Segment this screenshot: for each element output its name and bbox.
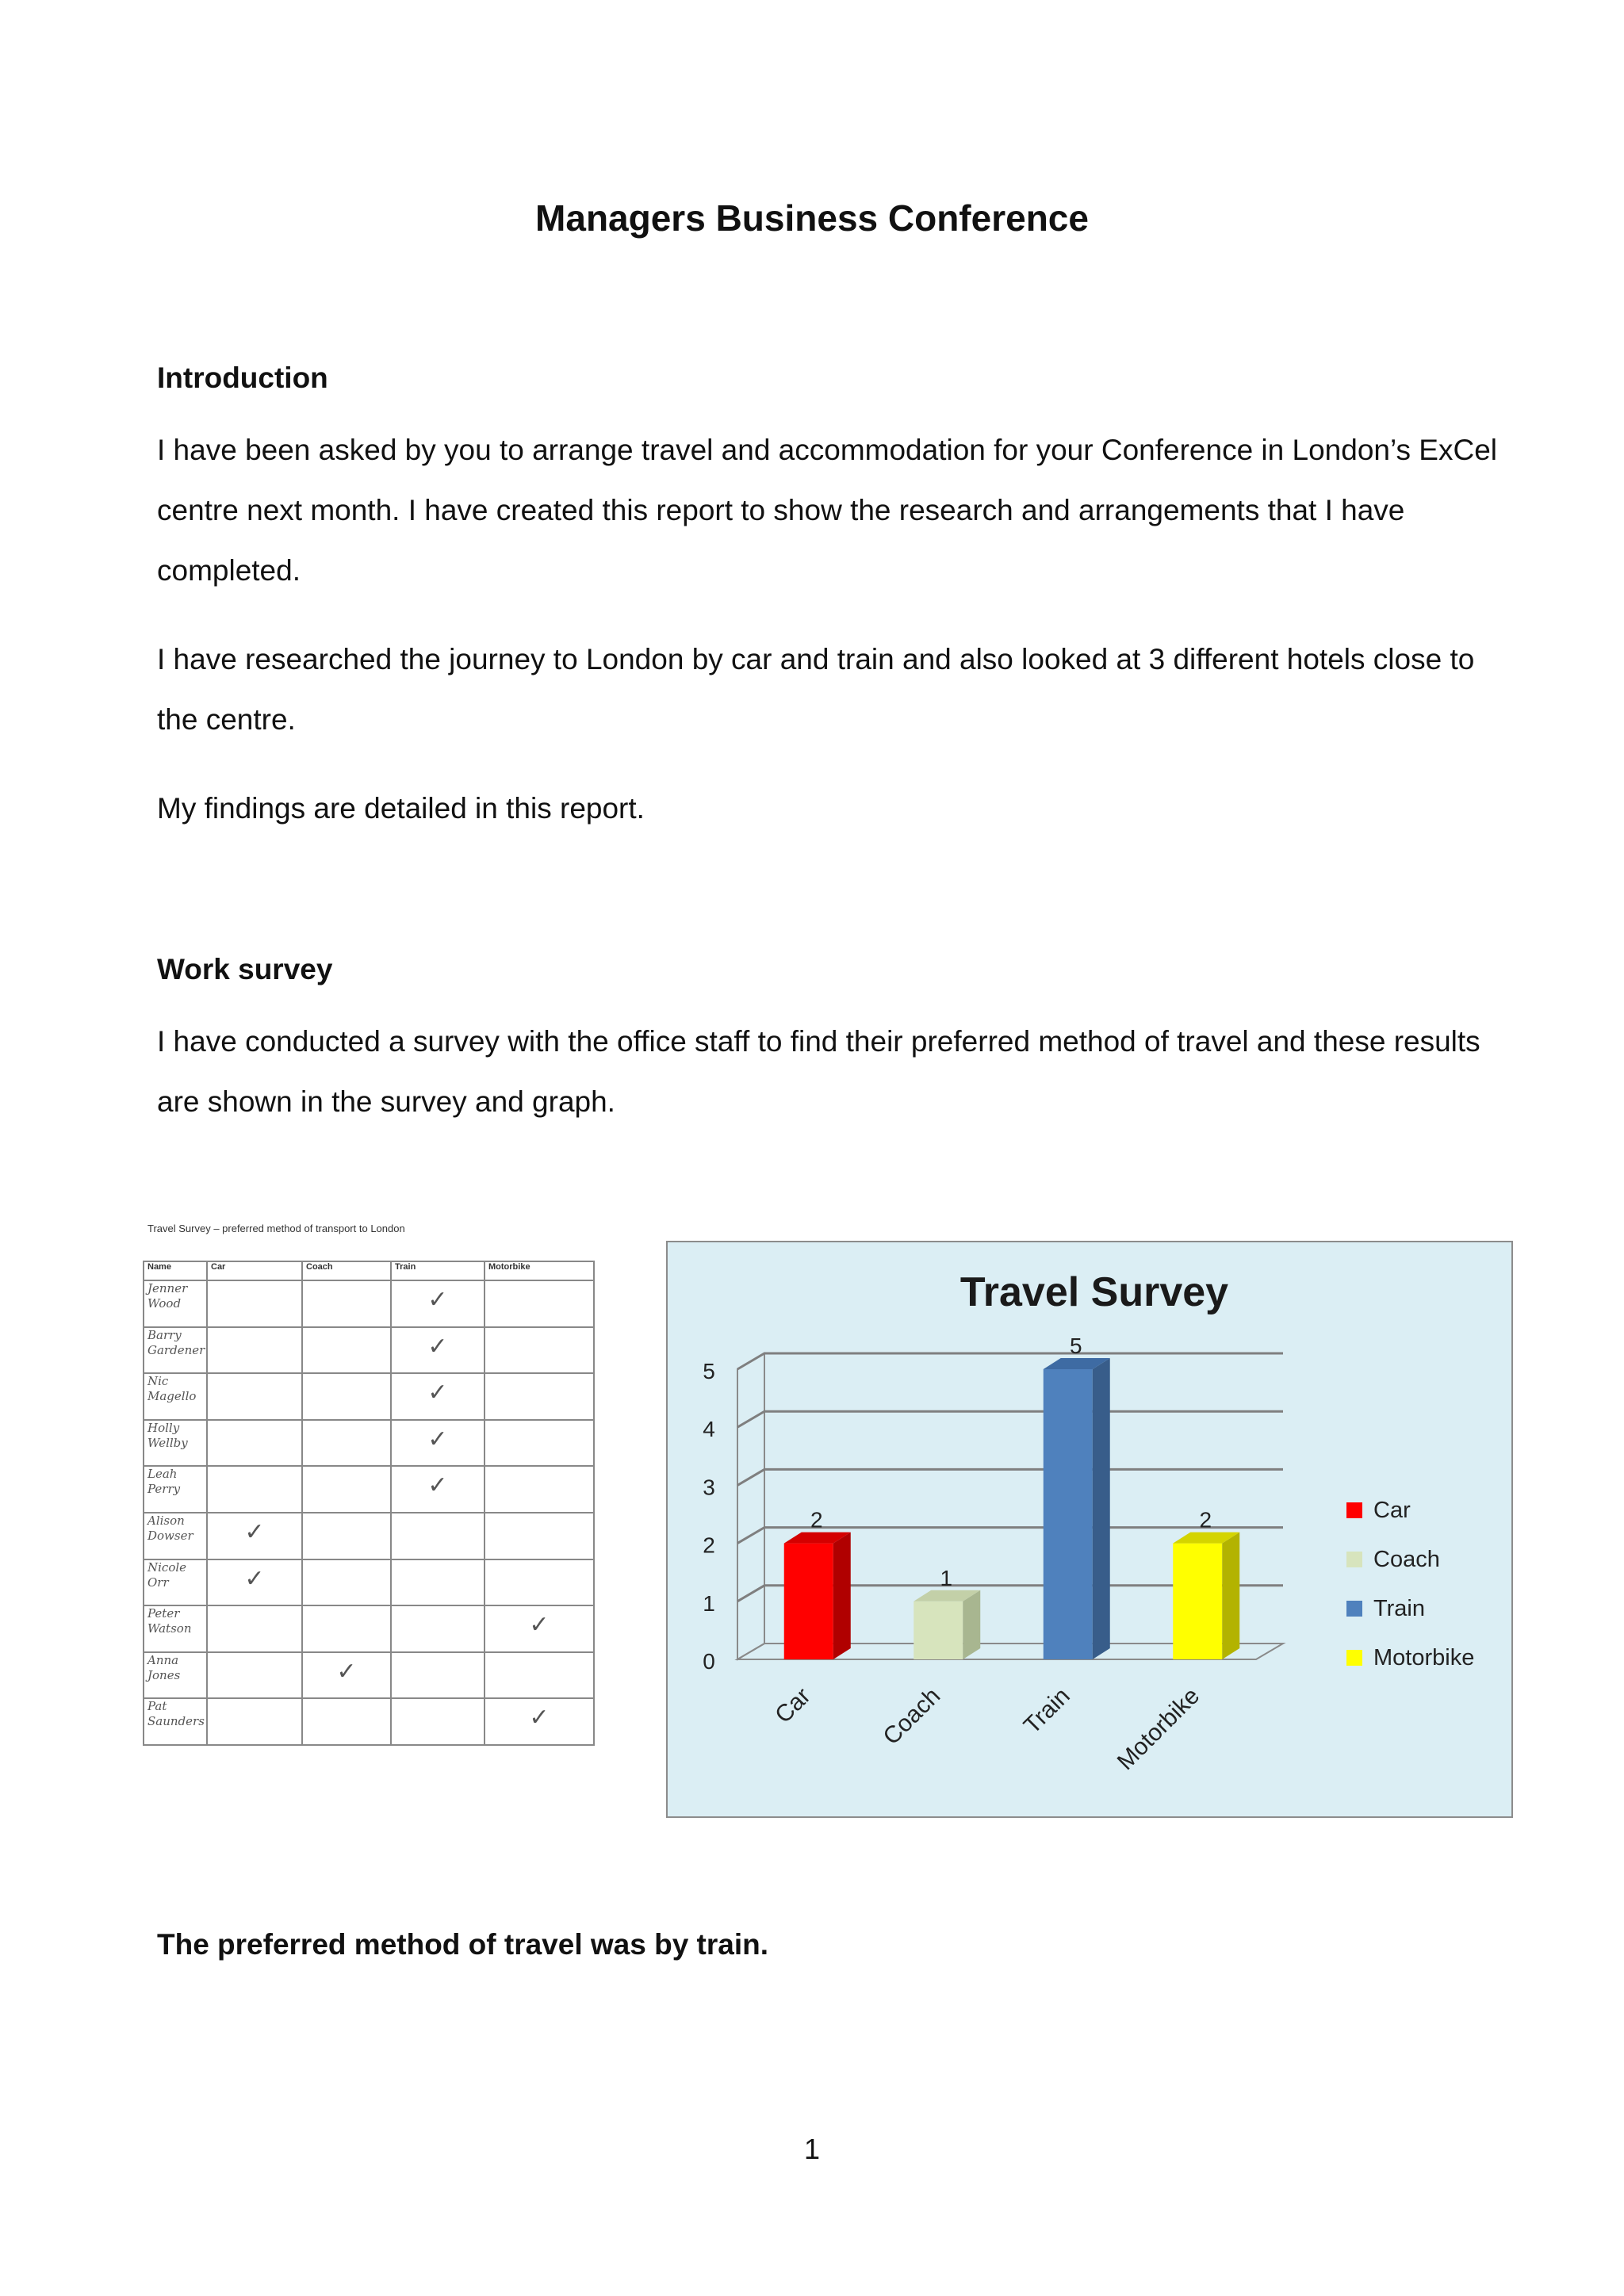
chart-svg: [668, 1242, 1511, 1816]
survey-row: [144, 1698, 594, 1745]
survey-cell-car: [207, 1652, 302, 1699]
survey-cell-motorbike: [485, 1327, 594, 1374]
survey-cell-motorbike: [485, 1420, 594, 1467]
survey-cell-train: [391, 1373, 485, 1420]
survey-cell-car: [207, 1420, 302, 1467]
intro-paragraph-3: My findings are detailed in this report.: [157, 792, 645, 825]
y-tick-label: 3: [703, 1475, 715, 1500]
survey-handwritten-name: Jenner Wood: [147, 1281, 188, 1311]
survey-row: [144, 1373, 594, 1420]
legend-swatch-car: [1346, 1502, 1362, 1518]
bar-coach: [914, 1601, 963, 1659]
survey-cell-car: [207, 1605, 302, 1652]
tick-mark-icon: ✓: [427, 1379, 448, 1407]
survey-cell-car: [207, 1327, 302, 1374]
data-label: 2: [810, 1507, 823, 1533]
survey-name-cell: [144, 1327, 207, 1374]
intro-paragraph-1: I have been asked by you to arrange travel and accommodation for your Conference in London’s ExCel centre next month. I have created this report to show the research and arrangements that I have completed.: [157, 434, 1498, 587]
survey-handwritten-name: Pat Saunders: [147, 1699, 205, 1729]
x-category-label: Train: [1018, 1682, 1075, 1739]
survey-name-cell: [144, 1513, 207, 1559]
bar-side-coach: [963, 1590, 980, 1659]
y-tick-label: 2: [703, 1533, 715, 1558]
survey-cell-coach: [302, 1605, 391, 1652]
survey-cell-motorbike: [485, 1605, 594, 1652]
survey-name-cell: [144, 1466, 207, 1513]
tick-mark-icon: ✓: [427, 1425, 448, 1453]
x-category-label: Coach: [878, 1682, 946, 1751]
survey-cell-coach: [302, 1652, 391, 1699]
tick-mark-icon: ✓: [529, 1704, 550, 1732]
survey-cell-motorbike: [485, 1559, 594, 1606]
tick-mark-icon: ✓: [244, 1564, 265, 1593]
survey-name-cell: [144, 1280, 207, 1327]
bar-car: [784, 1544, 833, 1659]
survey-cell-motorbike: [485, 1652, 594, 1699]
survey-cell-train: [391, 1280, 485, 1327]
survey-col-name: Name: [144, 1261, 207, 1280]
x-category-label: Car: [770, 1682, 816, 1729]
data-label: 5: [1069, 1334, 1082, 1358]
bar-side-train: [1093, 1358, 1110, 1659]
survey-cell-car: [207, 1280, 302, 1327]
survey-handwritten-name: Nicole Orr: [147, 1559, 187, 1590]
survey-cell-coach: [302, 1698, 391, 1745]
survey-name-cell: [144, 1559, 207, 1606]
survey-cell-coach: [302, 1373, 391, 1420]
bar-side-motorbike: [1222, 1533, 1239, 1659]
survey-name-cell: [144, 1373, 207, 1420]
bar-side-car: [833, 1533, 851, 1659]
tick-mark-icon: ✓: [427, 1286, 448, 1314]
survey-cell-train: [391, 1466, 485, 1513]
survey-handwritten-name: Barry Gardener: [147, 1327, 205, 1357]
chart-title: Travel Survey: [959, 1269, 1229, 1315]
survey-cell-coach: [302, 1466, 391, 1513]
survey-table: [143, 1261, 595, 1746]
survey-handwritten-name: Peter Watson: [147, 1606, 192, 1636]
survey-name-cell: [144, 1605, 207, 1652]
bar-train: [1044, 1369, 1093, 1659]
survey-cell-car: [207, 1559, 302, 1606]
legend-swatch-motorbike: [1346, 1650, 1362, 1666]
survey-handwritten-name: Alison Dowser: [147, 1513, 193, 1543]
survey-cell-coach: [302, 1280, 391, 1327]
data-label: 2: [1199, 1507, 1212, 1533]
survey-cell-motorbike: [485, 1373, 594, 1420]
survey-row: [144, 1420, 594, 1467]
legend-label: Car: [1373, 1498, 1411, 1523]
survey-name-cell: [144, 1420, 207, 1467]
survey-handwritten-name: Holly Wellby: [147, 1420, 188, 1450]
survey-cell-coach: [302, 1513, 391, 1559]
tick-mark-icon: ✓: [427, 1471, 448, 1500]
tick-mark-icon: ✓: [244, 1517, 265, 1546]
intro-paragraph-2: I have researched the journey to London by car and train and also looked at 3 different hotels close to the centre.: [157, 643, 1475, 736]
travel-survey-chart: [666, 1241, 1513, 1818]
survey-col-coach: Coach: [302, 1261, 391, 1280]
survey-cell-train: [391, 1559, 485, 1606]
survey-sheet-image: [143, 1223, 634, 1762]
tick-mark-icon: ✓: [529, 1611, 550, 1640]
bar-motorbike: [1173, 1544, 1222, 1659]
survey-cell-car: [207, 1513, 302, 1559]
survey-row: [144, 1605, 594, 1652]
page-number: 1: [803, 2133, 821, 2165]
data-label: 1: [940, 1565, 953, 1590]
survey-row: [144, 1466, 594, 1513]
survey-cell-car: [207, 1698, 302, 1745]
survey-col-car: Car: [207, 1261, 302, 1280]
survey-cell-coach: [302, 1420, 391, 1467]
survey-cell-train: [391, 1420, 485, 1467]
y-tick-label: 5: [703, 1359, 715, 1383]
legend-label: Coach: [1373, 1547, 1440, 1572]
survey-cell-train: [391, 1513, 485, 1559]
survey-cell-motorbike: [485, 1280, 594, 1327]
work-survey-paragraph: I have conducted a survey with the office staff to find their preferred method of travel and these results are shown in the survey and graph.: [157, 1025, 1480, 1118]
survey-cell-train: [391, 1327, 485, 1374]
chart-gridline: [737, 1353, 1283, 1369]
survey-cell-car: [207, 1466, 302, 1513]
y-tick-label: 0: [703, 1649, 715, 1674]
survey-handwritten-name: Anna Jones: [147, 1652, 181, 1682]
chart-gridline: [737, 1411, 1283, 1427]
survey-cell-train: [391, 1698, 485, 1745]
legend-label: Motorbike: [1373, 1645, 1475, 1670]
introduction-heading: Introduction: [157, 362, 328, 394]
survey-header-row: [144, 1261, 594, 1280]
y-tick-label: 1: [703, 1590, 715, 1616]
survey-col-motorbike: Motorbike: [485, 1261, 594, 1280]
survey-cell-train: [391, 1652, 485, 1699]
survey-conclusion: The preferred method of travel was by train.: [157, 1928, 769, 1961]
survey-sheet-caption: Travel Survey – preferred method of transport to London: [147, 1223, 405, 1234]
survey-name-cell: [144, 1652, 207, 1699]
survey-cell-coach: [302, 1327, 391, 1374]
legend-swatch-coach: [1346, 1552, 1362, 1567]
survey-handwritten-name: Nic Magello: [147, 1374, 197, 1404]
y-tick-label: 4: [703, 1417, 715, 1442]
survey-cell-motorbike: [485, 1466, 594, 1513]
survey-row: [144, 1559, 594, 1606]
survey-cell-car: [207, 1373, 302, 1420]
legend-swatch-train: [1346, 1601, 1362, 1617]
survey-row: [144, 1327, 594, 1374]
survey-row: [144, 1652, 594, 1699]
survey-name-cell: [144, 1698, 207, 1745]
chart-side-wall: [737, 1353, 764, 1659]
survey-row: [144, 1513, 594, 1559]
tick-mark-icon: ✓: [427, 1332, 448, 1360]
x-category-label: Motorbike: [1112, 1682, 1205, 1776]
work-survey-heading: Work survey: [157, 953, 333, 985]
tick-mark-icon: ✓: [336, 1657, 357, 1686]
survey-col-train: Train: [391, 1261, 485, 1280]
survey-handwritten-name: Leah Perry: [147, 1467, 181, 1497]
page-title: Managers Business Conference: [535, 197, 1089, 239]
survey-cell-motorbike: [485, 1513, 594, 1559]
survey-cell-motorbike: [485, 1698, 594, 1745]
chart-gridline: [737, 1469, 1283, 1485]
survey-cell-coach: [302, 1559, 391, 1606]
survey-cell-train: [391, 1605, 485, 1652]
survey-row: [144, 1280, 594, 1327]
legend-label: Train: [1373, 1596, 1425, 1621]
